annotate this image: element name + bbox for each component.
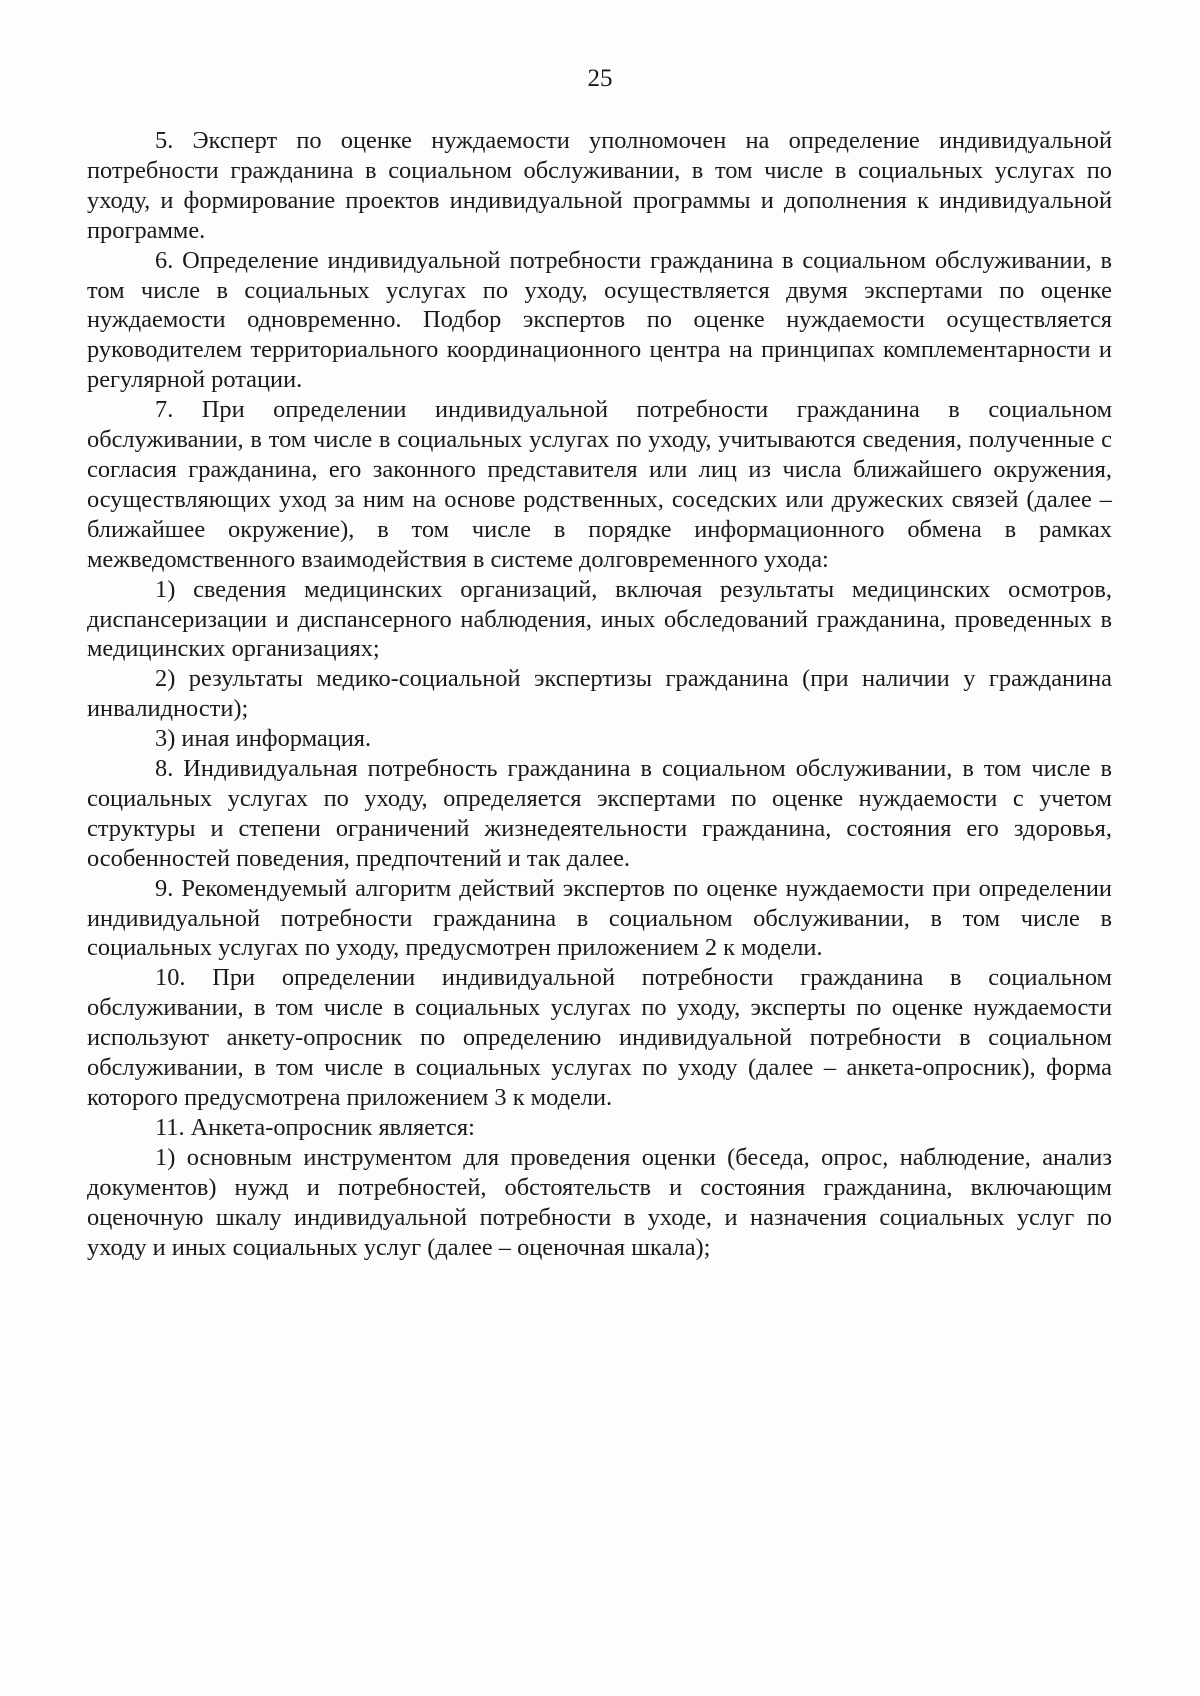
page-number: 25 <box>587 65 613 92</box>
list-item-7-1-medical-data: 1) сведения медицинских организаций, включая результаты медицинских осмотров, диспансеризации и диспансерного наблюдения, иных обследований гражданина, проведенных в медицинских организациях; <box>87 575 1112 663</box>
list-item-11-1-main-tool: 1) основным инструментом для проведения оценки (беседа, опрос, наблюдение, анализ документов) нужд и потребностей, обстоятельств и состояния гражданина, включающим оценочную шкалу индивидуальной потребности в уходе, и назначения социальных услуг по уходу и иных социальных услуг (далее – оценочная шкала); <box>87 1143 1112 1261</box>
document-body <box>87 126 1112 1262</box>
paragraph-8-individual-need: 8. Индивидуальная потребность гражданина в социальном обслуживании, в том числе в социальных услугах по уходу, определяется экспертами по оценке нуждаемости с учетом структуры и степени ограничений жизнедеятельности гражданина, состояния его здоровья, особенностей поведения, предпочтений и так далее. <box>87 755 1112 872</box>
list-item-7-3-other-info: 3) иная информация. <box>155 725 372 753</box>
paragraph-6-determination: 6. Определение индивидуальной потребности гражданина в социальном обслуживании, в том числе в социальных услугах по уходу, осуществляется двумя экспертами по оценке нуждаемости одновременно. Подбор экспертов по оценке нуждаемости осуществляется руководителем территориального координационного центра на принципах комплементарности и регулярной ротации. <box>87 246 1112 394</box>
list-item-7-2-expertise-results: 2) результаты медико-социальной экспертизы гражданина (при наличии у гражданина инвалидности); <box>87 665 1112 723</box>
paragraph-11-questionnaire-is: 11. Анкета-опросник является: <box>155 1113 475 1141</box>
paragraph-5-expert-authority: 5. Эксперт по оценке нуждаемости уполномочен на определение индивидуальной потребности гражданина в социальном обслуживании, в том числе в социальных услугах по уходу, и формирование проектов индивидуальной программы и дополнения к индивидуальной программе. <box>87 127 1112 244</box>
paragraph-10-questionnaire: 10. При определении индивидуальной потребности гражданина в социальном обслуживании, в том числе в социальных услугах по уходу, эксперты по оценке нуждаемости используют анкету-опросник по определению индивидуальной потребности в социальном обслуживании, в том числе в социальных услугах по уходу (далее – анкета-опросник), форма которого предусмотрена приложением 3 к модели. <box>87 964 1112 1111</box>
paragraph-7-information-sources: 7. При определении индивидуальной потребности гражданина в социальном обслуживании, в том числе в социальных услугах по уходу, учитываются сведения, полученные с согласия гражданина, его законного представителя или лиц из числа ближайшего окружения, осуществляющих уход за ним на основе родственных, соседских или дружеских связей (далее – ближайшее окружение), в том числе в порядке информационного обмена в рамках межведомственного взаимодействия в системе долговременного ухода: <box>87 396 1112 573</box>
paragraph-9-algorithm: 9. Рекомендуемый алгоритм действий экспертов по оценке нуждаемости при определении индивидуальной потребности гражданина в социальном обслуживании, в том числе в социальных услугах по уходу, предусмотрен приложением 2 к модели. <box>87 874 1112 962</box>
